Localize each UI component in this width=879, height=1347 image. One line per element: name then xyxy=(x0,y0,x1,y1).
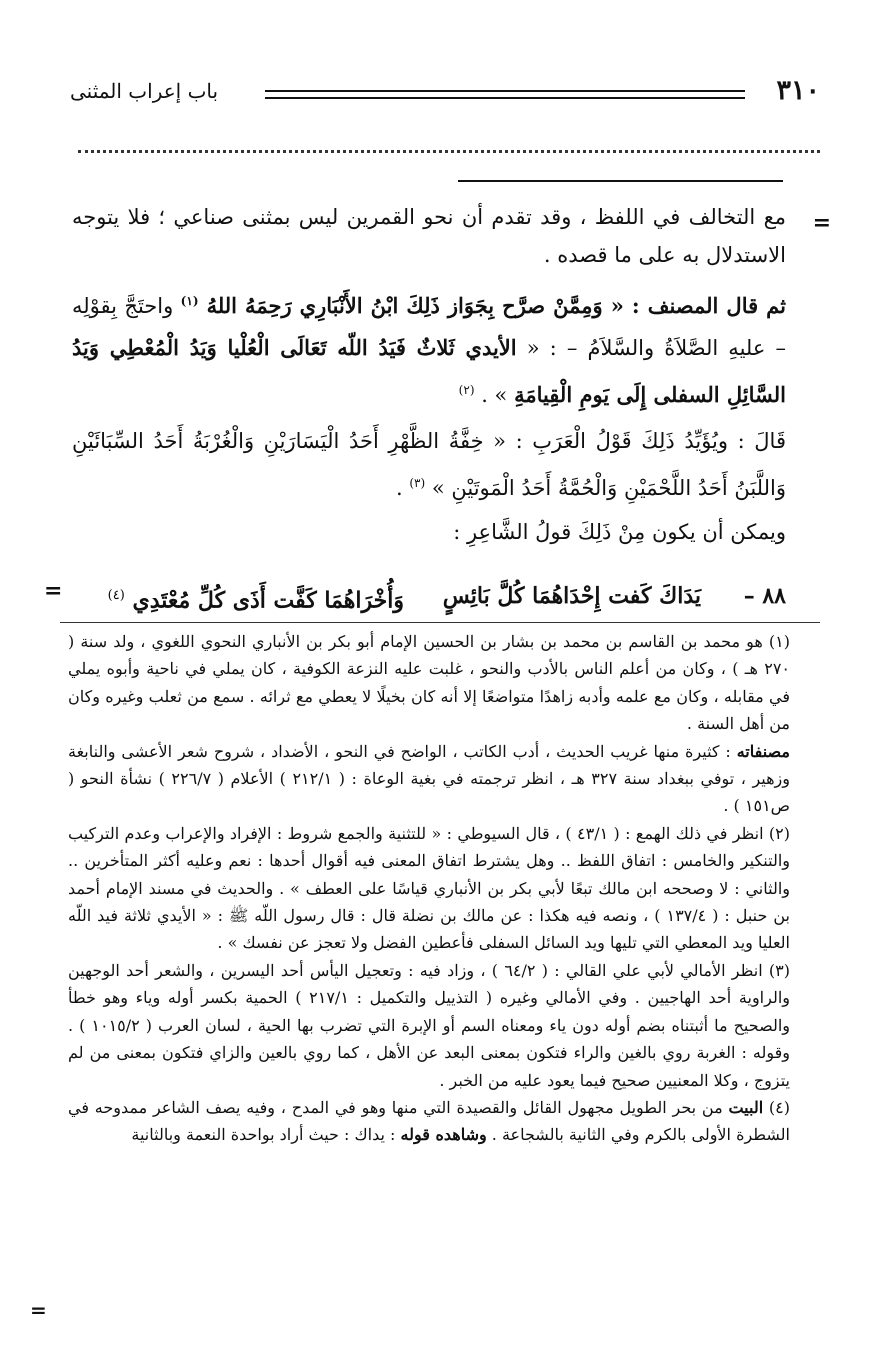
hadith-quote: الأيدي ثَلاثٌ فَيَدُ اللّه تَعَالَى الْعُلْيا وَيَدُ الْمُعْطِي وَيَدُ السَّائِلِ السفلى إِلَى يَومِ الْقِيامَةِ xyxy=(72,335,786,407)
footnote-1: (١) هو محمد بن القاسم بن محمد بن بشار بن الحسين الإمام أبو بكر بن الأنباري النحوي اللغوي ، ولد سنة ( ٢٧٠ هـ ) ، وكان من أعلم الناس بالأدب والنحو ، غلبت عليه النزعة الكوفية ، كان يملي في ناحية وأبوه يملي في مقابله ، وكان مع علمه وأدبه زاهدًا متواضعًا إلا أنه كان بخيلًا لا يعطي مع ثرائه . سمع من ثعلب وغيره وكان من أهل السنة . xyxy=(68,632,791,734)
paragraph-4: ويمكن أن يكون مِنْ ذَلِكَ قولُ الشَّاعِرِ : xyxy=(453,520,786,544)
footnotes xyxy=(68,628,790,1149)
footnote-4-label-2: وشاهده قوله xyxy=(400,1125,487,1145)
footnote-4-text-b: : يداك : حيث أراد بواحدة النعمة وبالثانية xyxy=(131,1125,401,1145)
continuation-mark-bottom: = xyxy=(30,1298,47,1322)
poetry-verse xyxy=(72,576,786,616)
continuation-mark-top: = xyxy=(812,210,831,236)
works-label: مصنفاته xyxy=(736,741,790,761)
main-text xyxy=(72,198,786,557)
footnote-4-number: (٤) xyxy=(763,1097,791,1117)
footnote-ref-2: (٢) xyxy=(458,383,475,397)
footnote-4-text-a: من بحر الطويل مجهول القائل والقصيدة التي منها وهو في المدح ، وفيه يصف الشاعر ممدوحه في الشطرة الأولى بالكرم وفي الثانية بالشجاعة . xyxy=(68,1097,790,1145)
header-rule xyxy=(265,90,745,99)
footnote-3: (٣) انظر الأمالي لأبي علي القالي : ( ٦٤/٢ ) ، وزاد فيه : وتعجيل اليأس أحد اليسرين ، والشعر أحد الوجهين والراوية أحد الهاجيين . وفي الأمالي وغيره ( التذييل والتكميل : ٢١٧/١ ) الحمية بكسر أوله وياء وهو خطأ والصحيح ما أثبتناه بضم أوله دون ياء ومعناه السم أو الإبرة التي تضرب بها الحية ، لسان العرب ( ١٠١٥/٢ ) . وقوله : الغربة روي بالغين والراء فتكون بمعنى البعد عن الأهل ، كما روي بالعين والزاي فتكون بمعنى من لم يتزوج ، وكلا المعنيين صحيح فيما يعود عليه من الخبر . xyxy=(68,960,791,1090)
author-quote-mid: واحتَجَّ بِقوْلِه – عليهِ الصَّلاَةُ والسَّلاَمُ – : « xyxy=(72,294,786,360)
footnote-4-label: البيت xyxy=(728,1097,764,1117)
verse-hemistich-1: يَدَاكَ كَفت إِحْدَاهُمَا كُلَّ بَائِسٍ xyxy=(442,583,701,609)
footnote-1-works xyxy=(68,738,790,820)
continuation-rule xyxy=(458,180,783,182)
arab-saying: قَالَ : ويُؤَيِّدُ ذَلِكَ قَوْلُ الْعَرَبِ : « خِفَّةُ الظَّهْرِ أَحَدُ الْيَسَارَيْنِ وَالْغُرْبَةُ أَحَدُ السِّبَائَيْنِ وَاللَّبَنُ أَحَدُ اللَّحْمَيْنِ وَالْحُمَّةُ أَحَدُ الْمَوتَيْنِ » xyxy=(72,429,786,500)
hadith-quote-end: » . xyxy=(481,383,515,407)
footnote-2: (٢) انظر في ذلك الهمع : ( ٤٣/١ ) ، قال السيوطي : « للتثنية والجمع شروط : الإفراد والإعراب وعدم التركيب والتنكير والخامس : اتفاق اللفظ .. وهل يشترط اتفاق المعنى فيه أقوال أحدها : نعم وعليه أكثر المتأخرين .. والثاني : لا وصححه ابن مالك تبعًا لأبي بكر بن الأنباري قياسًا على العطف » . والحديث في مسند الإمام أحمد بن حنبل : ( ١٣٧/٤ ) ، ونصه فيه هكذا : عن مالك بن نضلة قال : قال رسول اللّه ﷺ : « الأيدي ثلاثة فيد اللّه العليا ويد المعطي التي تليها ويد السائل السفلى فأعطين الفضل ولا تعجز عن نفسك » . xyxy=(68,823,790,953)
dotted-divider xyxy=(78,150,820,153)
chapter-title: باب إعراب المثنى xyxy=(70,79,219,103)
continuation-mark-verse: = xyxy=(44,578,63,604)
footnote-ref-1: (١) xyxy=(180,294,199,308)
page-header xyxy=(70,74,820,114)
author-quote-lead: ثم قال المصنف : « وَمِمَّنْ صرَّح بِجَوَاز ذَلِكَ ابْنُ الأَنْبَارِي رَحِمَهُ اللهُ xyxy=(206,293,786,318)
verse-hemistich-2 xyxy=(108,576,404,620)
verse-number: ٨٨ – xyxy=(743,583,786,609)
verse-hemistich-2-text: وَأُخْرَاهُمَا كَفَّت أَذَى كُلِّ مُعْتَدِي xyxy=(132,587,404,614)
works-text: : كثيرة منها غريب الحديث ، أدب الكاتب ، الواضح في النحو ، الأضداد ، شروح شعر الأعشى والنابغة وزهير ، توفي ببغداد سنة ٣٢٧ هـ ، انظر ترجمته في بغية الوعاة : ( ٢١٢/١ ) الأعلام ( ٢٢٦/٧ ) نشأة النحو ( ص١٥١ ) . xyxy=(68,741,791,816)
paragraph-2 xyxy=(72,280,786,416)
paragraph-3 xyxy=(72,420,786,509)
footnote-4 xyxy=(68,1094,790,1149)
footnote-divider xyxy=(60,622,820,623)
arab-saying-end: . xyxy=(395,476,410,500)
paragraph-1: مع التخالف في اللفظ ، وقد تقدم أن نحو القمرين ليس بمثنى صناعي ؛ فلا يتوجه الاستدلال به على ما قصده . xyxy=(72,205,786,267)
page-number: ٣١٠ xyxy=(776,75,820,106)
footnote-ref-3: (٣) xyxy=(409,476,426,490)
footnote-ref-4: (٤) xyxy=(107,588,125,603)
